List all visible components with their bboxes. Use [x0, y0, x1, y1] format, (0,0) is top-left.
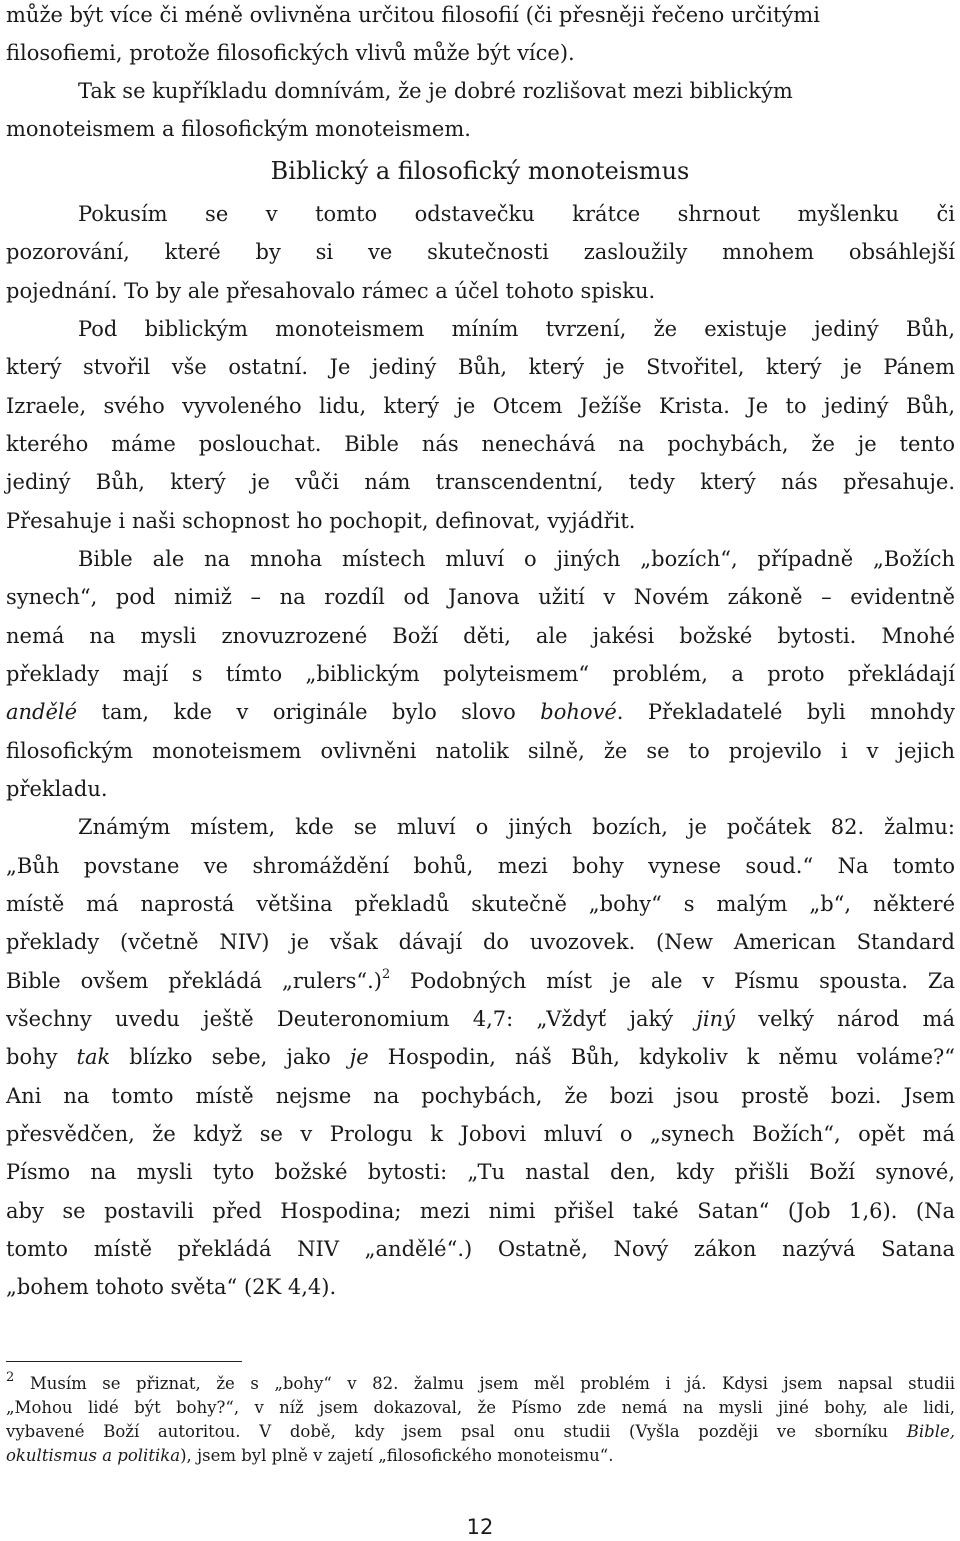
text-run: Podobných míst je ale v Písmu spousta. Za — [390, 969, 956, 993]
footnote-text: Musím se přiznat, že s „bohy“ v 82. žalmu jsem měl problém i já. Kdysi jsem napsal studii — [29, 1374, 955, 1393]
text-run: tam, kde v originále bylo slovo — [77, 700, 541, 724]
text-line: překlady (včetně NIV) je však dávají do uvozovek. (New American Standard — [6, 930, 955, 954]
text-run: Hospodin, náš Bůh, kdykoliv k němu voláme?“ — [368, 1045, 955, 1069]
text-run: velký národ má — [734, 1007, 955, 1031]
text-line: monoteismem a filosofickým monoteismem. — [6, 117, 471, 141]
text-run: Bible ovšem překládá „rulers“.) — [6, 969, 382, 993]
text-line: překlady mají s tímto „biblickým polyteismem“ problém, a proto překládají — [6, 662, 955, 686]
text-line: kterého máme poslouchat. Bible nás nenechává na pochybách, že je tento — [6, 432, 955, 456]
text-line: synech“, pod nimiž – na rozdíl od Janova užití v Novém zákoně – evidentně — [6, 585, 955, 609]
italic-word: bohové — [540, 700, 617, 724]
section-heading: Biblický a filosofický monoteismus — [270, 157, 690, 185]
text-line: filosofiemi, protože filosofických vlivů může být více). — [6, 41, 575, 65]
footnote-number: 2 — [6, 1369, 15, 1385]
footnote-line — [6, 1420, 955, 1443]
text-line — [6, 1042, 955, 1072]
footnote-line — [6, 1369, 955, 1395]
italic-word: andělé — [6, 700, 78, 724]
text-line: který stvořil vše ostatní. Je jediný Bůh, který je Stvořitel, který je Pánem — [6, 355, 955, 379]
text-line: Izraele, svého vyvoleného lidu, který je Otcem Ježíše Krista. Je to jediný Bůh, — [6, 394, 955, 418]
text-line: místě má naprostá většina překladů skutečně „bohy“ s malým „b“, některé — [6, 892, 955, 916]
footnote-line: „Mohou lidé být bohy?“, v níž jsem dokazoval, že Písmo zde nemá na mysli jiné bohy, ale lidi, — [6, 1398, 955, 1417]
footnote-separator — [6, 1361, 242, 1362]
text-line: může být více či méně ovlivněna určitou filosofií (či přesněji řečeno určitými — [6, 3, 820, 27]
text-line: Přesahuje i naši schopnost ho pochopit, definovat, vyjádřit. — [6, 509, 636, 533]
text-line: aby se postavili před Hospodina; mezi nimi přišel také Satan“ (Job 1,6). (Na — [6, 1199, 955, 1223]
text-line — [6, 1004, 955, 1034]
text-line: nemá na mysli znovuzrozené Boží děti, ale jakési božské bytosti. Mnohé — [6, 624, 955, 648]
text-run: blízko sebe, jako — [110, 1045, 350, 1069]
footnote-text: ), jsem byl plně v zajetí „filosofického monoteismu“. — [180, 1446, 614, 1465]
text-line: Bible ale na mnoha místech mluví o jiných „bozích“, případně „Božích — [78, 547, 955, 571]
italic-title: Bible, — [906, 1422, 955, 1441]
text-line — [6, 697, 955, 727]
text-line — [6, 966, 955, 996]
text-line: pozorování, které by si ve skutečnosti zasloužily mnohem obsáhlejší — [6, 240, 955, 264]
text-run: všechny uvedu ještě Deuteronomium 4,7: „Vždyť jaký — [6, 1007, 697, 1031]
text-line: Ani na tomto místě nejsme na pochybách, že bozi jsou prostě bozi. Jsem — [6, 1084, 955, 1108]
text-line: „Bůh povstane ve shromáždění bohů, mezi bohy vynese soud.“ Na tomto — [6, 854, 955, 878]
text-line: jediný Bůh, který je vůči nám transcendentní, tedy který nás přesahuje. — [6, 470, 955, 494]
italic-word: tak — [76, 1045, 111, 1069]
italic-word: je — [349, 1045, 369, 1069]
text-line: přesvědčen, že když se v Prologu k Jobovi mluví o „synech Božích“, opět má — [6, 1122, 955, 1146]
text-line: Pod biblickým monoteismem míním tvrzení, že existuje jediný Bůh, — [78, 317, 955, 341]
text-line: filosofickým monoteismem ovlivněni natolik silně, že se to projevilo i v jejich — [6, 739, 955, 763]
italic-title: okultismus a politika — [6, 1446, 181, 1465]
text-line: Tak se kupříkladu domnívám, že je dobré rozlišovat mezi biblickým — [78, 79, 793, 103]
text-line: Písmo na mysli tyto božské bytosti: „Tu nastal den, kdy přišli Boží synové, — [6, 1160, 955, 1184]
text-line: Pokusím se v tomto odstavečku krátce shrnout myšlenku či — [78, 202, 955, 226]
footnote-ref: 2 — [381, 967, 391, 982]
text-line: tomto místě překládá NIV „andělé“.) Ostatně, Nový zákon nazývá Satana — [6, 1237, 955, 1261]
text-line: „bohem tohoto světa“ (2K 4,4). — [6, 1275, 337, 1299]
page-number: 12 — [466, 1515, 494, 1539]
text-run: bohy — [6, 1045, 77, 1069]
footnote-line — [6, 1444, 955, 1467]
text-line: Známým místem, kde se mluví o jiných bozích, je počátek 82. žalmu: — [78, 815, 955, 839]
text-line: pojednání. To by ale přesahovalo rámec a účel tohoto spisku. — [6, 279, 656, 303]
text-line: překladu. — [6, 777, 108, 801]
italic-word: jiný — [696, 1007, 735, 1031]
footnote-text: vybavené Boží autoritou. V době, kdy jsem psal onu studii (Vyšla později ve sborníku — [6, 1422, 907, 1441]
text-run: . Překladatelé byli mnohdy — [616, 700, 955, 724]
